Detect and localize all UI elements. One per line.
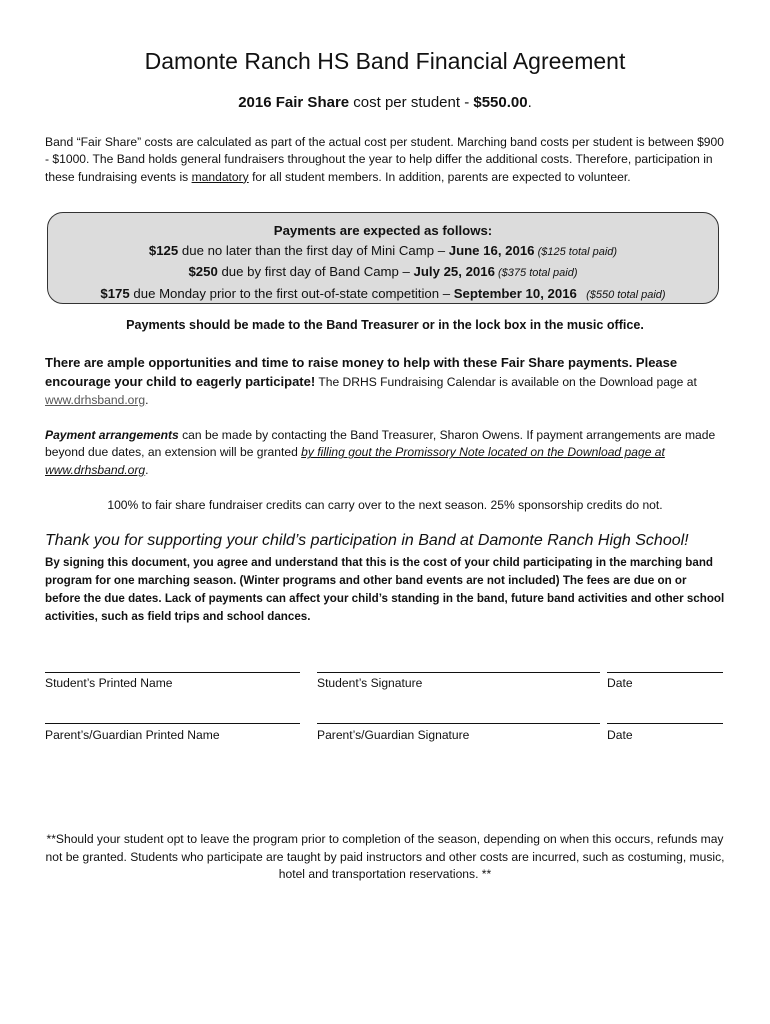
payment-text: due Monday prior to the first out-of-state competition – xyxy=(129,285,454,301)
payment-note-close: ) xyxy=(661,288,666,301)
arrangements-text: can be made by contacting the Band Treasurer, Sharon Owens. If payment arrangements are made beyond due dates, an extension will be granted xyxy=(45,428,716,460)
thank-you-heading: Thank you for supporting your child’s participation in Band at Damonte Ranch High School! xyxy=(45,532,689,549)
student-signature-line[interactable] xyxy=(317,672,600,673)
credits-note: 100% to fair share fundraiser credits can carry over to the next season. 25% sponsorship credits do not. xyxy=(107,498,663,512)
opportunities-bold: There are ample opportunities and time to raise money to help with these Fair Share payments. Please encourage your child to eagerly participate! xyxy=(45,355,678,389)
payment-note-open: ( xyxy=(494,267,502,279)
payment-note-open: ( xyxy=(534,245,542,258)
payment-amount: $250 xyxy=(188,264,218,279)
payment-note: $375 total paid xyxy=(501,267,574,279)
payment-text: due no later than the first day of Mini Camp – xyxy=(178,242,449,258)
fair-share-label: 2016 Fair Share xyxy=(238,94,350,111)
fair-share-subtitle xyxy=(0,94,770,111)
arrangements-end: . xyxy=(145,462,149,477)
treasurer-note: Payments should be made to the Band Treasurer or in the lock box in the music office. xyxy=(126,318,644,332)
promissory-note-link[interactable]: by filling gout the Promissory Note located on the Download page at www.drhsband.org xyxy=(45,445,665,477)
parent-signature-line[interactable] xyxy=(317,723,600,724)
student-date-label: Date xyxy=(607,676,633,690)
parent-signature-label: Parent’s/Guardian Signature xyxy=(317,728,470,742)
payment-amount: $125 xyxy=(148,242,179,258)
refund-footer-note: **Should your student opt to leave the program prior to completion of the season, depending on when this occurs, refunds may not be granted. Students who participate are taught by paid instructors and other costs are incurred, such as costuming, music, hotel and transportation reservations. ** xyxy=(45,832,725,882)
payment-item-3 xyxy=(48,284,718,306)
payment-note-close: ) xyxy=(573,267,578,279)
payment-text: due by first day of Band Camp – xyxy=(217,264,414,279)
opportunities-paragraph xyxy=(45,354,730,410)
fair-share-amount: $550.00 xyxy=(473,94,528,111)
arrangements-paragraph xyxy=(45,427,730,479)
payment-item-2 xyxy=(48,262,718,284)
parent-name-line[interactable] xyxy=(45,723,300,724)
payment-schedule-box xyxy=(47,212,719,304)
payment-note: $550 total paid xyxy=(589,288,662,301)
subtitle-period: . xyxy=(527,94,532,111)
opportunities-end: . xyxy=(145,393,149,407)
consent-paragraph: By signing this document, you agree and understand that this is the cost of your child participating in the marching band program for one marching season. (Winter programs and other band events are not included) The fees are due on or before the due dates. Lack of payments can affect your child’s standing in the band, future band activities and other school activities, such as field trips and school dances. xyxy=(45,556,725,623)
student-signature-label: Student’s Signature xyxy=(317,676,423,690)
parent-date-line[interactable] xyxy=(607,723,723,724)
payment-date: June 16, 2016 xyxy=(448,242,535,258)
subtitle-text: cost per student - xyxy=(349,94,474,111)
payment-heading: Payments are expected as follows: xyxy=(273,223,493,238)
parent-name-label: Parent’s/Guardian Printed Name xyxy=(45,728,220,742)
student-date-line[interactable] xyxy=(607,672,723,673)
student-name-line[interactable] xyxy=(45,672,300,673)
payment-date: July 25, 2016 xyxy=(413,264,495,279)
opportunities-text: The DRHS Fundraising Calendar is available on the Download page at xyxy=(315,374,697,389)
payment-date: September 10, 2016 xyxy=(453,285,577,301)
page-title: Damonte Ranch HS Band Financial Agreement xyxy=(144,48,626,74)
payment-note-open: ( xyxy=(576,288,590,301)
student-name-label: Student’s Printed Name xyxy=(45,676,173,690)
payment-note: $125 total paid xyxy=(541,245,614,258)
arrangements-bold: Payment arrangements xyxy=(45,428,179,442)
payment-note-close: ) xyxy=(613,245,618,258)
payment-item-1 xyxy=(48,241,718,263)
intro-paragraph xyxy=(45,134,730,186)
mandatory-text: mandatory xyxy=(191,169,249,184)
parent-date-label: Date xyxy=(607,728,633,742)
intro-text-1: Band “Fair Share” costs are calculated as part of the actual cost per student. Marching band costs per student is between $900 - $1000. The Band holds general fundraisers throughout the year to help differ the additional costs. Therefore, participation in these fundraising events is xyxy=(45,135,724,184)
website-link[interactable]: www.drhsband.org xyxy=(45,393,146,407)
payment-amount: $175 xyxy=(100,285,130,301)
intro-text-2: for all student members. In addition, parents are expected to volunteer. xyxy=(248,169,631,184)
